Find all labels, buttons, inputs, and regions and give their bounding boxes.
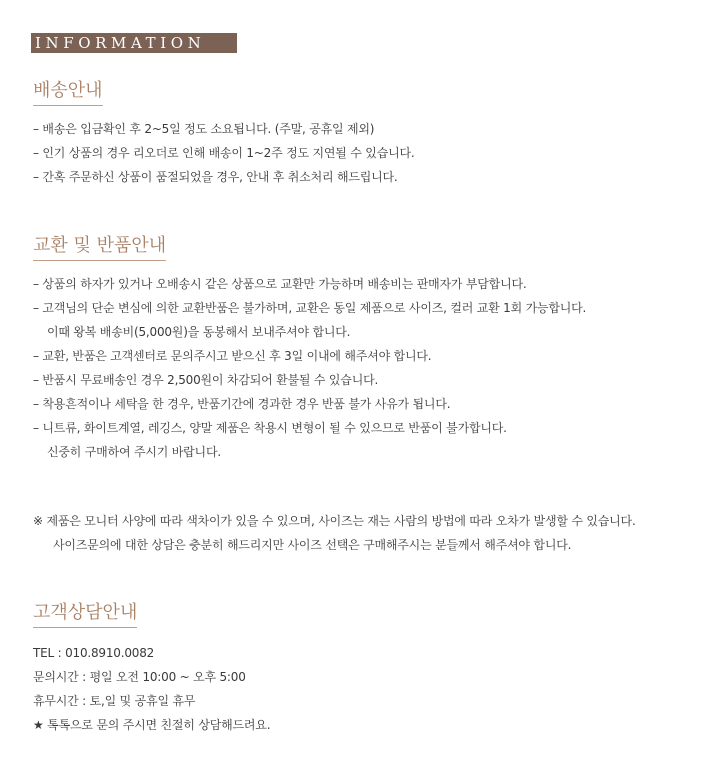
- exchange-line: – 착용흔적이나 세탁을 한 경우, 반품기간에 경과한 경우 반품 불가 사유가 됩니다.: [33, 397, 451, 411]
- exchange-line: 이때 왕복 배송비(5,000원)을 동봉해서 보내주셔야 합니다.: [47, 325, 351, 339]
- shipping-section-title: 배송안내: [33, 80, 103, 106]
- support-talk-note: ★ 톡톡으로 문의 주시면 친절히 상담해드려요.: [33, 718, 271, 732]
- product-notice-list: [33, 509, 636, 557]
- exchange-line: 신중히 구매하여 주시기 바랍니다.: [47, 445, 221, 459]
- notice-line: ※ 제품은 모니터 사양에 따라 색차이가 있을 수 있으며, 사이즈는 재는 사람의 방법에 따라 오차가 발생할 수 있습니다.: [33, 514, 636, 528]
- shipping-info-list: [33, 117, 414, 189]
- shipping-line: – 간혹 주문하신 상품이 품절되었을 경우, 안내 후 취소처리 해드립니다.: [33, 170, 398, 184]
- notice-line: 사이즈문의에 대한 상담은 충분히 해드리지만 사이즈 선택은 구매해주시는 분들께서 해주셔야 합니다.: [53, 538, 572, 552]
- support-section-title: 고객상담안내: [33, 602, 137, 628]
- exchange-line: – 교환, 반품은 고객센터로 문의주시고 받으신 후 3일 이내에 해주셔야 합니다.: [33, 349, 432, 363]
- exchange-line: – 니트류, 화이트계열, 레깅스, 양말 제품은 착용시 변형이 될 수 있으므로 반품이 불가합니다.: [33, 421, 507, 435]
- support-holidays: 휴무시간 : 토,일 및 공휴일 휴무: [33, 694, 196, 708]
- exchange-line: – 상품의 하자가 있거나 오배송시 같은 상품으로 교환만 가능하며 배송비는 판매자가 부담합니다.: [33, 277, 527, 291]
- exchange-section-title: 교환 및 반품안내: [33, 235, 166, 261]
- exchange-line: – 고객님의 단순 변심에 의한 교환반품은 불가하며, 교환은 동일 제품으로 사이즈, 컬러 교환 1회 가능합니다.: [33, 301, 587, 315]
- exchange-line: – 반품시 무료배송인 경우 2,500원이 차감되어 환불될 수 있습니다.: [33, 373, 379, 387]
- shipping-line: – 인기 상품의 경우 리오더로 인해 배송이 1~2주 정도 지연될 수 있습니다.: [33, 146, 415, 160]
- shipping-line: – 배송은 입금확인 후 2~5일 정도 소요됩니다. (주말, 공휴일 제외): [33, 122, 375, 136]
- support-info-list: [33, 641, 270, 737]
- support-phone: TEL : 010.8910.0082: [33, 646, 155, 660]
- support-hours: 문의시간 : 평일 오전 10:00 ~ 오후 5:00: [33, 670, 246, 684]
- information-badge: INFORMATION: [31, 33, 237, 53]
- exchange-info-list: [33, 272, 586, 464]
